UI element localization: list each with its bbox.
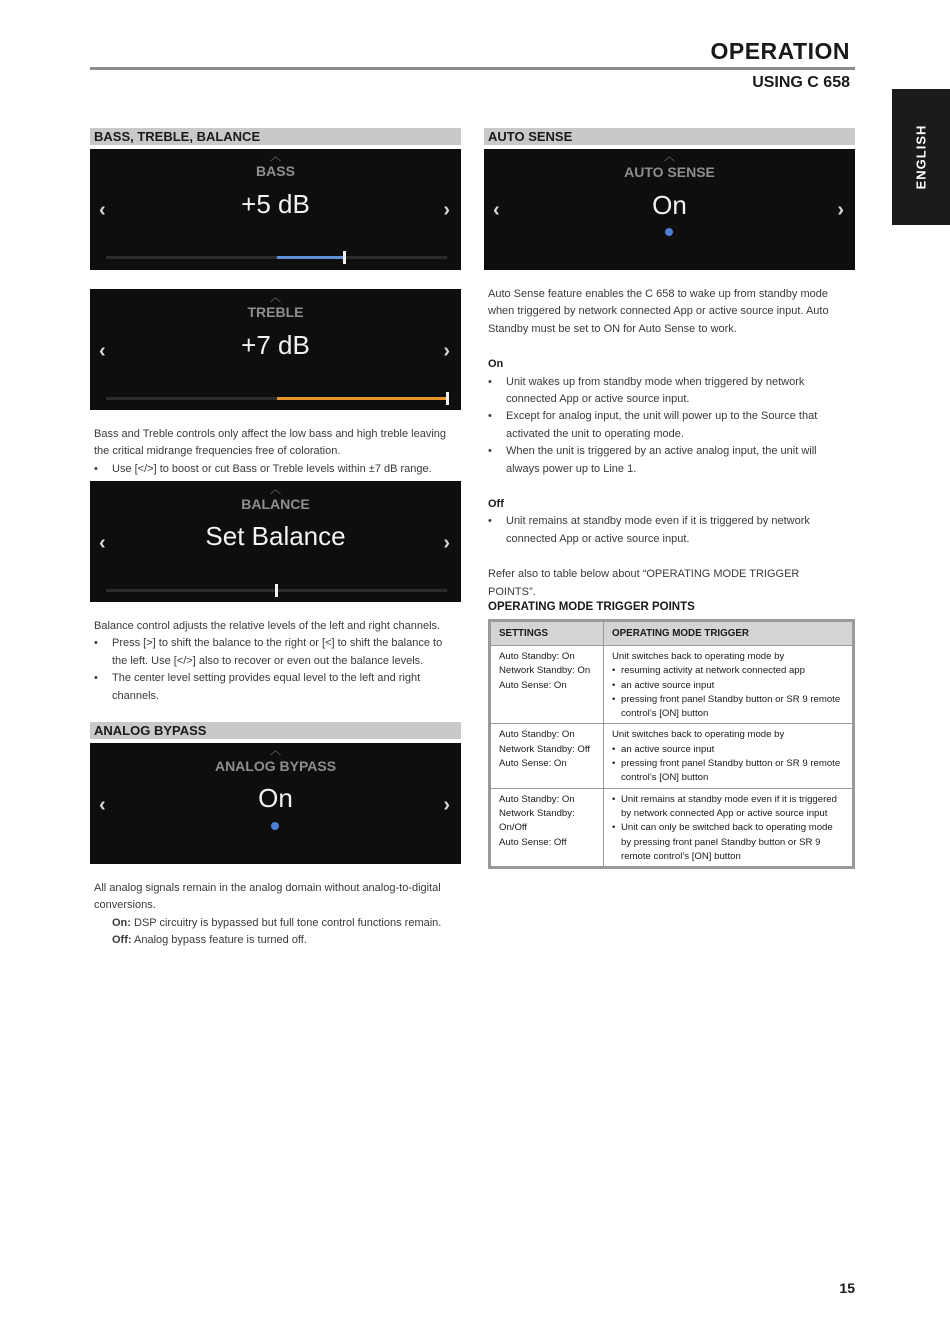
bullet-icon: • [94, 462, 98, 475]
chevron-right-icon[interactable]: › [837, 199, 844, 221]
refer-text: Refer also to table below about “OPERATING MODE TRIGGER POINTS”. [488, 568, 800, 598]
balance-description [94, 618, 454, 705]
settings-cell [490, 724, 604, 788]
balance-value: Set Balance [205, 521, 346, 551]
setting-line: Auto Sense: On [499, 679, 567, 691]
bass-treble-description [94, 426, 454, 478]
analog-bypass-on-line [94, 915, 454, 932]
setting-line: Network Standby: On [499, 665, 591, 677]
analog-bypass-desc-text: All analog signals remain in the analog domain without analog-to-digital conversions. [94, 882, 441, 912]
treble-slider-handle[interactable] [446, 392, 449, 405]
analog-bypass-screen [90, 743, 461, 864]
balance-desc-text: Balance control adjusts the relative levels of the left and right channels. [94, 620, 441, 632]
table-row [490, 646, 854, 724]
bullet-icon: • [488, 445, 492, 458]
list-item [612, 664, 844, 678]
bullet-icon: • [612, 793, 616, 805]
auto-sense-desc-text: Auto Sense feature enables the C 658 to wake up from standby mode when triggered by network connected App or active source input. Auto Standby must be set to ON for Auto Sense to work. [488, 288, 829, 335]
bass-value: +5 dB [241, 189, 310, 219]
bullet-text: Unit remains at standby mode even if it is triggered by network connected App or active source input. [506, 515, 810, 545]
bass-label: BASS [256, 163, 295, 179]
bullet-icon: • [612, 679, 616, 691]
treble-level-fill [277, 397, 448, 400]
chevron-left-icon[interactable]: ‹ [99, 794, 106, 816]
bass-screen [90, 149, 461, 270]
selection-dot-icon [271, 822, 279, 830]
header-rule [90, 67, 855, 70]
setting-line: Auto Sense: Off [499, 836, 567, 848]
chevron-left-icon[interactable]: ‹ [99, 532, 106, 554]
section-heading-bass-treble-balance: BASS, TREBLE, BALANCE [90, 128, 461, 145]
setting-line: Network Standby: [499, 807, 575, 819]
on-text: DSP circuitry is bypassed but full tone control functions remain. [134, 916, 442, 929]
chevron-up-icon: ︿ [270, 745, 281, 757]
auto-sense-label: AUTO SENSE [624, 164, 715, 180]
bullet-icon: • [488, 515, 492, 528]
column-header-trigger: OPERATING MODE TRIGGER [604, 621, 854, 646]
language-tab-label: ENGLISH [913, 124, 929, 190]
analog-bypass-description [94, 880, 454, 950]
bullet-icon: • [612, 693, 616, 705]
bullet-icon: • [94, 672, 98, 685]
setting-line: Auto Sense: On [499, 758, 567, 770]
bullet-icon: • [612, 743, 616, 755]
list-item [488, 408, 850, 443]
table-header-row [490, 621, 854, 646]
setting-line: Network Standby: Off [499, 743, 591, 755]
bullet-icon: • [488, 410, 492, 423]
settings-cell [490, 646, 604, 724]
list-item [488, 513, 850, 548]
treble-label: TREBLE [247, 304, 304, 320]
list-item [94, 635, 454, 670]
bullet-icon: • [612, 758, 616, 770]
off-label: Off: [112, 934, 132, 947]
chevron-right-icon[interactable]: › [443, 340, 450, 362]
trigger-bullet: an active source input [621, 679, 715, 691]
auto-sense-screen [484, 149, 855, 270]
auto-sense-description [488, 286, 850, 601]
chevron-up-icon: ︿ [270, 484, 281, 496]
page-number: 15 [839, 1280, 855, 1296]
spacer [488, 548, 850, 566]
analog-bypass-off-line [94, 932, 454, 949]
list-item [612, 757, 844, 786]
off-text: Analog bypass feature is turned off. [134, 934, 307, 947]
bullet-text: Unit wakes up from standby mode when triggered by network connected App or active source input. [506, 375, 805, 406]
on-label: On: [112, 916, 131, 929]
trigger-bullet: resuming activity at network connected app [621, 665, 805, 677]
balance-slider-handle[interactable] [275, 584, 278, 597]
trigger-bullet: Unit can only be switched back to operating mode by pressing front panel Standby button or SR 9 remote control’s [ON] button [621, 822, 833, 862]
bullet-icon: • [488, 375, 492, 388]
list-item [612, 743, 844, 757]
chevron-left-icon[interactable]: ‹ [493, 199, 500, 221]
trigger-intro: Unit switches back to operating mode by [612, 651, 785, 662]
setting-line: Auto Standby: On [499, 793, 575, 805]
trigger-bullet: pressing front panel Standby button or SR 9 remote control’s [ON] button [621, 758, 841, 784]
spacer [488, 478, 850, 496]
language-tab [892, 89, 950, 225]
section-heading-auto-sense: AUTO SENSE [484, 128, 855, 145]
analog-bypass-value: On [258, 783, 293, 813]
bullet-text: When the unit is triggered by an active analog input, the unit will always power up to Line 1. [506, 445, 817, 475]
trigger-bullet: Unit remains at standby mode even if it is triggered by network connected App or active source input [621, 793, 837, 819]
column-header-settings: SETTINGS [490, 621, 604, 646]
bass-level-fill [277, 256, 345, 259]
bullet-icon: • [612, 822, 616, 834]
bullet-text: The center level setting provides equal level to the left and right channels. [112, 672, 421, 702]
trigger-cell [604, 724, 854, 788]
list-item [612, 821, 844, 864]
bullet-icon: • [94, 637, 98, 650]
page-title: OPERATION [710, 38, 850, 64]
auto-sense-on-heading: On [488, 358, 504, 371]
list-item [612, 693, 844, 722]
bullet-icon: • [612, 665, 616, 677]
balance-label: BALANCE [241, 496, 310, 512]
bullet-text: Use [</>] to boost or cut Bass or Treble levels within ±7 dB range. [112, 462, 432, 475]
chevron-left-icon[interactable]: ‹ [99, 340, 106, 362]
list-item [488, 443, 850, 478]
table-row [490, 788, 854, 867]
selection-dot-icon [665, 228, 673, 236]
list-item [612, 679, 844, 693]
spacer [488, 338, 850, 356]
bass-treble-desc-text: Bass and Treble controls only affect the low bass and high treble leaving the critical midrange frequencies free of coloration. [94, 428, 447, 458]
trigger-cell [604, 646, 854, 724]
page-subtitle: USING C 658 [752, 74, 850, 91]
list-item [94, 461, 454, 478]
settings-cell [490, 788, 604, 867]
bullet-text: Except for analog input, the unit will power up to the Source that activated the unit to operating mode. [506, 410, 818, 440]
chevron-left-icon[interactable]: ‹ [99, 199, 106, 221]
analog-bypass-label: ANALOG BYPASS [214, 758, 337, 774]
chevron-up-icon: ︿ [270, 292, 281, 304]
list-item [94, 670, 454, 705]
chevron-right-icon[interactable]: › [443, 532, 450, 554]
trigger-cell [604, 788, 854, 867]
trigger-bullet: an active source input [621, 743, 715, 755]
table-title: OPERATING MODE TRIGGER POINTS [488, 601, 695, 613]
bullet-text: Press [>] to shift the balance to the right or [<] to shift the balance to the left. Use [</>] also to recover or even out the balance levels. [112, 637, 443, 667]
trigger-intro: Unit switches back to operating mode by [612, 729, 785, 741]
bass-slider-handle[interactable] [343, 251, 346, 264]
setting-line: On/Off [499, 822, 528, 834]
auto-sense-off-heading: Off [488, 498, 504, 511]
chevron-right-icon[interactable]: › [443, 794, 450, 816]
section-heading-analog-bypass: ANALOG BYPASS [90, 722, 461, 739]
trigger-bullet: pressing front panel Standby button or SR 9 remote control’s [ON] button [621, 693, 841, 720]
chevron-right-icon[interactable]: › [443, 199, 450, 221]
balance-screen [90, 481, 461, 602]
setting-line: Auto Standby: On [499, 729, 575, 741]
list-item [612, 793, 844, 822]
setting-line: Auto Standby: On [499, 651, 575, 662]
treble-value: +7 dB [241, 330, 310, 360]
table-row [490, 724, 854, 788]
auto-sense-value: On [652, 190, 687, 220]
chevron-up-icon: ︿ [664, 151, 675, 163]
list-item [488, 374, 850, 409]
trigger-table-wrap [488, 619, 855, 869]
chevron-up-icon: ︿ [270, 151, 281, 163]
trigger-table [488, 619, 855, 869]
treble-screen [90, 289, 461, 410]
